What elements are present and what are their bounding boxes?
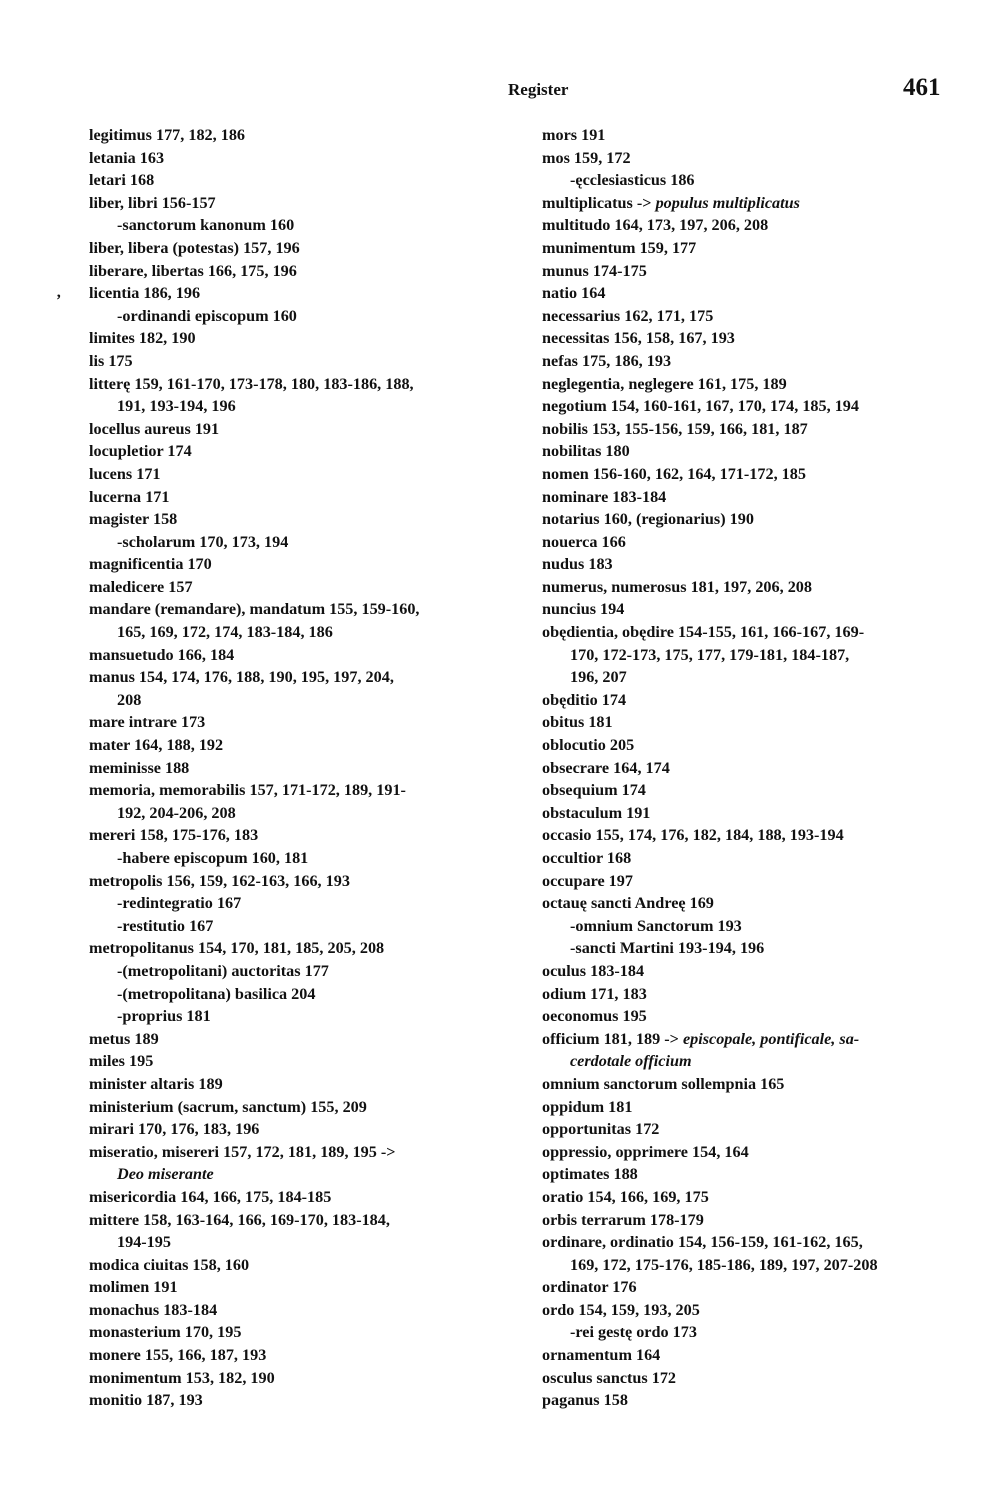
index-entry: [89, 779, 497, 802]
index-entry-text: octauę sancti Andreę 169: [542, 894, 714, 913]
index-entry: [542, 892, 947, 915]
index-entry-text: 191, 193-194, 196: [117, 397, 236, 416]
index-entry: [542, 1389, 947, 1412]
index-entry: [542, 440, 947, 463]
index-entry: [89, 824, 497, 847]
index-entry-text: monimentum 153, 182, 190: [89, 1368, 275, 1387]
index-entry-text: mandare (remandare), mandatum 155, 159-160,: [89, 600, 420, 619]
index-entry-text: metropolis 156, 159, 162-163, 166, 193: [89, 871, 350, 890]
index-entry: [89, 350, 497, 373]
index-entry: [542, 124, 947, 147]
index-entry: [89, 937, 497, 960]
index-entry: [542, 621, 947, 644]
index-entry-text: minister altaris 189: [89, 1074, 223, 1093]
index-entry: [89, 553, 497, 576]
index-entry: [89, 1209, 497, 1232]
index-entry: [89, 373, 497, 396]
index-entry-text: Deo miserante: [117, 1165, 214, 1184]
index-entry: [542, 1005, 947, 1028]
index-entry: [89, 508, 497, 531]
index-entry-continuation: [542, 644, 947, 667]
index-entry-text: opportunitas 172: [542, 1120, 660, 1139]
index-entry-text: monere 155, 166, 187, 193: [89, 1346, 267, 1365]
index-entry: [89, 1344, 497, 1367]
index-entry-text: mittere 158, 163-164, 166, 169-170, 183-184,: [89, 1210, 390, 1229]
index-entry: [89, 1050, 497, 1073]
index-entry: [89, 1186, 497, 1209]
index-entry: [542, 960, 947, 983]
index-entry-text: obęditio 174: [542, 690, 627, 709]
index-entry: [542, 531, 947, 554]
index-entry-text: mater 164, 188, 192: [89, 736, 224, 755]
index-entry: [542, 870, 947, 893]
index-subentry: [89, 847, 497, 870]
index-entry-text: optimates 188: [542, 1165, 638, 1184]
index-entry: [89, 1367, 497, 1390]
index-entry-text: oblocutio 205: [542, 736, 635, 755]
index-entry: [542, 1073, 947, 1096]
index-subentry: [89, 960, 497, 983]
index-entry: [89, 124, 497, 147]
index-entry-text: -sancti Martini 193-194, 196: [570, 939, 765, 958]
index-subentry: [89, 531, 497, 554]
index-entry: [542, 147, 947, 170]
index-entry-text: 208: [117, 690, 142, 709]
index-entry: [542, 373, 947, 396]
index-entry: [542, 802, 947, 825]
index-entry: [89, 757, 497, 780]
index-entry-text: -ęcclesiasticus 186: [570, 171, 695, 190]
index-entry-text: munus 174-175: [542, 261, 647, 280]
index-entry-text: letari 168: [89, 171, 155, 190]
index-entry-text: -scholarum 170, 173, 194: [117, 532, 289, 551]
index-entry: [89, 711, 497, 734]
index-entry: [89, 486, 497, 509]
index-subentry: [89, 1005, 497, 1028]
index-entry-text: obsequium 174: [542, 781, 646, 800]
index-entry-text: occultior 168: [542, 849, 632, 867]
index-entry: [542, 598, 947, 621]
index-entry: [542, 192, 947, 215]
index-entry: [89, 576, 497, 599]
index-entry-text: mos 159, 172: [542, 148, 631, 167]
index-entry: [542, 305, 947, 328]
index-entry-text: monachus 183-184: [89, 1300, 218, 1319]
index-column-right: [542, 124, 947, 1412]
index-entry-text: metropolitanus 154, 170, 181, 185, 205, 208: [89, 939, 385, 958]
index-entry-text: mirari 170, 176, 183, 196: [89, 1120, 260, 1139]
index-entry-text: meminisse 188: [89, 758, 190, 777]
index-entry-text: nobilis 153, 155-156, 159, 166, 181, 187: [542, 419, 808, 438]
index-entry-text: -redintegratio 167: [117, 894, 242, 913]
index-entry: [89, 734, 497, 757]
index-entry-text: oculus 183-184: [542, 961, 645, 980]
index-entry-text: oppidum 181: [542, 1097, 633, 1116]
index-entry-text: negotium 154, 160-161, 167, 170, 174, 185, 194: [542, 397, 859, 416]
index-entry: [89, 644, 497, 667]
index-entry: [542, 508, 947, 531]
index-subentry: [89, 892, 497, 915]
index-entry: [542, 824, 947, 847]
index-entry: [89, 169, 497, 192]
index-subentry: [542, 937, 947, 960]
index-entry-text: ordo 154, 159, 193, 205: [542, 1300, 700, 1319]
index-entry: [542, 1118, 947, 1141]
index-entry-continuation: [542, 666, 947, 689]
index-entry-text: liber, libera (potestas) 157, 196: [89, 238, 300, 257]
index-entry-text: notarius 160, (regionarius) 190: [542, 510, 754, 529]
cross-reference-text: episcopale, pontificale, sa-: [682, 1029, 860, 1048]
index-entry-text: obędientia, obędire 154-155, 161, 166-167, 169-: [542, 623, 865, 642]
index-entry: [542, 395, 947, 418]
index-entry-text: magister 158: [89, 510, 178, 529]
index-entry-text: litterę 159, 161-170, 173-178, 180, 183-186, 188,: [89, 374, 414, 393]
index-subentry: [89, 915, 497, 938]
index-entry-text: manus 154, 174, 176, 188, 190, 195, 197, 204,: [89, 668, 394, 687]
index-entry-text: occasio 155, 174, 176, 182, 184, 188, 193-194: [542, 826, 844, 845]
index-entry-text: locupletior 174: [89, 442, 192, 461]
index-entry-text: ordinator 176: [542, 1278, 637, 1297]
index-entry: [542, 1028, 947, 1051]
index-entry-text: magnificentia 170: [89, 555, 212, 574]
index-entry-text: lis 175: [89, 351, 133, 370]
index-entry-text: occupare 197: [542, 871, 633, 890]
index-entry-text: -restitutio 167: [117, 916, 214, 935]
index-entry-text: licentia 186, 196: [89, 284, 201, 303]
index-entry: [89, 1276, 497, 1299]
index-entry: [89, 260, 497, 283]
index-entry: [89, 870, 497, 893]
index-entry-text: nuncius 194: [542, 600, 625, 619]
index-entry-text: 196, 207: [570, 668, 627, 687]
index-entry-text: orbis terrarum 178-179: [542, 1210, 704, 1229]
index-entry: [89, 1096, 497, 1119]
index-entry: [542, 1344, 947, 1367]
index-entry-text: natio 164: [542, 284, 606, 303]
index-entry-text: -habere episcopum 160, 181: [117, 849, 309, 867]
index-subentry: [89, 214, 497, 237]
index-entry-continuation: [89, 395, 497, 418]
index-entry: [89, 1141, 497, 1164]
index-entry-text: nominare 183-184: [542, 487, 667, 506]
index-entry-text: ordinare, ordinatio 154, 156-159, 161-162, 165,: [542, 1233, 863, 1252]
index-entry-text: nefas 175, 186, 193: [542, 351, 672, 370]
index-subentry: [542, 915, 947, 938]
index-entry: [89, 147, 497, 170]
index-entry-text: -(metropolitani) auctoritas 177: [117, 961, 329, 980]
index-entry: [542, 711, 947, 734]
index-entry-text: locellus aureus 191: [89, 419, 220, 438]
index-entry-text: monasterium 170, 195: [89, 1323, 242, 1342]
index-entry-text: mansuetudo 166, 184: [89, 645, 235, 664]
index-entry-text: letania 163: [89, 148, 165, 167]
index-entry-text: obstaculum 191: [542, 803, 651, 822]
index-entry-text: numerus, numerosus 181, 197, 206, 208: [542, 577, 812, 596]
index-entry-text: necessarius 162, 171, 175: [542, 306, 714, 325]
index-entry: [542, 463, 947, 486]
index-entry-text: -proprius 181: [117, 1007, 211, 1026]
index-entry: [542, 282, 947, 305]
index-entry-text: 170, 172-173, 175, 177, 179-181, 184-187,: [570, 645, 850, 664]
index-entry: [89, 463, 497, 486]
page-number: 461: [903, 74, 941, 101]
index-entry-text: miles 195: [89, 1052, 154, 1071]
index-entry-text: omnium sanctorum sollempnia 165: [542, 1074, 785, 1093]
index-entry-continuation: [542, 1254, 947, 1277]
index-entry: [542, 1299, 947, 1322]
index-entry: [89, 1321, 497, 1344]
index-entry-text: monitio 187, 193: [89, 1391, 203, 1410]
index-entry-text: oppressio, opprimere 154, 164: [542, 1142, 749, 1161]
index-entry-continuation: [89, 1231, 497, 1254]
index-entry-text: multiplicatus ->: [542, 193, 656, 212]
index-entry-text: necessitas 156, 158, 167, 193: [542, 329, 735, 348]
index-entry: [89, 237, 497, 260]
index-entry: [89, 1028, 497, 1051]
index-entry: [542, 418, 947, 441]
index-entry-text: multitudo 164, 173, 197, 206, 208: [542, 216, 769, 235]
index-entry-continuation: [89, 621, 497, 644]
index-entry-text: munimentum 159, 177: [542, 238, 697, 257]
index-entry: [542, 1141, 947, 1164]
index-entry-continuation: [89, 802, 497, 825]
index-entry-text: miseratio, misereri 157, 172, 181, 189, 195 ->: [89, 1142, 396, 1161]
index-entry-text: -(metropolitana) basilica 204: [117, 984, 316, 1003]
index-entry-text: obsecrare 164, 174: [542, 758, 670, 777]
index-entry-continuation: [89, 689, 497, 712]
index-entry-continuation: [542, 1050, 947, 1073]
index-entry-text: modica ciuitas 158, 160: [89, 1255, 250, 1274]
index-entry-text: mare intrare 173: [89, 713, 206, 732]
running-head-title: Register: [508, 80, 569, 99]
index-entry-text: 169, 172, 175-176, 185-186, 189, 197, 207-208: [570, 1255, 878, 1274]
index-entry: [89, 440, 497, 463]
index-entry-text: oeconomus 195: [542, 1007, 647, 1026]
index-entry: [542, 734, 947, 757]
index-entry-text: officium 181, 189 ->: [542, 1029, 683, 1048]
index-entry: [542, 350, 947, 373]
index-entry: [542, 689, 947, 712]
index-entry-text: nomen 156-160, 162, 164, 171-172, 185: [542, 464, 806, 483]
index-entry-text: -omnium Sanctorum 193: [570, 916, 742, 935]
index-entry-text: nobilitas 180: [542, 442, 630, 461]
index-entry-text: nudus 183: [542, 555, 613, 574]
index-entry-text: legitimus 177, 182, 186: [89, 126, 246, 144]
index-entry-text: 192, 204-206, 208: [117, 803, 236, 822]
index-entry-text: limites 182, 190: [89, 329, 196, 348]
index-entry-text: paganus 158: [542, 1391, 628, 1410]
index-entry-text: molimen 191: [89, 1278, 178, 1297]
index-entry: [89, 1073, 497, 1096]
index-subentry: [542, 169, 947, 192]
index-entry: [542, 1163, 947, 1186]
index-entry-text: ministerium (sacrum, sanctum) 155, 209: [89, 1097, 367, 1116]
index-entry-text: lucens 171: [89, 464, 161, 483]
index-entry: [542, 983, 947, 1006]
index-entry: [542, 214, 947, 237]
index-entry: [542, 260, 947, 283]
index-entry: [542, 486, 947, 509]
index-entry-text: memoria, memorabilis 157, 171-172, 189, 191-: [89, 781, 406, 800]
stray-mark: ʼ: [56, 292, 62, 309]
index-entry: [542, 1209, 947, 1232]
index-entry: [542, 1276, 947, 1299]
index-subentry: [89, 305, 497, 328]
index-subentry: [89, 983, 497, 1006]
index-entry: [542, 237, 947, 260]
index-entry-text: 194-195: [117, 1233, 171, 1252]
index-entry: [89, 192, 497, 215]
index-entry: [542, 1231, 947, 1254]
index-entry: [89, 418, 497, 441]
index-entry-text: lucerna 171: [89, 487, 170, 506]
index-entry: [542, 576, 947, 599]
index-entry-text: misericordia 164, 166, 175, 184-185: [89, 1187, 332, 1206]
index-entry: [542, 779, 947, 802]
index-entry-text: 165, 169, 172, 174, 183-184, 186: [117, 623, 333, 642]
index-entry: [89, 666, 497, 689]
index-subentry: [542, 1321, 947, 1344]
index-entry-text: osculus sanctus 172: [542, 1368, 677, 1387]
index-entry: [542, 553, 947, 576]
index-entry-text: cerdotale officium: [570, 1052, 692, 1071]
index-entry: [89, 1254, 497, 1277]
index-entry: [542, 847, 947, 870]
index-entry-text: -sanctorum kanonum 160: [117, 216, 295, 235]
cross-reference-text: populus multiplicatus: [655, 193, 800, 212]
index-entry: [542, 327, 947, 350]
index-entry: [89, 1118, 497, 1141]
index-entry: [542, 757, 947, 780]
index-entry-text: neglegentia, neglegere 161, 175, 189: [542, 374, 787, 393]
page-header: [0, 76, 1000, 106]
index-entry-text: nouerca 166: [542, 532, 626, 551]
index-entry: [542, 1367, 947, 1390]
index-entry: [89, 598, 497, 621]
index-entry-text: metus 189: [89, 1029, 159, 1048]
index-entry-text: maledicere 157: [89, 577, 193, 596]
index-entry: [89, 282, 497, 305]
index-entry-text: -ordinandi episcopum 160: [117, 306, 297, 325]
index-entry: [542, 1186, 947, 1209]
index-entry-text: oratio 154, 166, 169, 175: [542, 1187, 709, 1206]
index-entry: [89, 1299, 497, 1322]
index-entry: [542, 1096, 947, 1119]
index-entry: [89, 327, 497, 350]
index-entry-text: -rei gestę ordo 173: [570, 1323, 697, 1342]
index-entry-text: ornamentum 164: [542, 1346, 661, 1365]
index-column-left: [89, 124, 497, 1412]
index-entry-continuation: [89, 1163, 497, 1186]
index-entry-text: liber, libri 156-157: [89, 193, 216, 212]
index-entry-text: obitus 181: [542, 713, 613, 732]
index-entry-text: mereri 158, 175-176, 183: [89, 826, 259, 845]
index-entry-text: mors 191: [542, 126, 606, 144]
index-entry-text: odium 171, 183: [542, 984, 647, 1003]
index-entry-text: liberare, libertas 166, 175, 196: [89, 261, 297, 280]
index-entry: [89, 1389, 497, 1412]
